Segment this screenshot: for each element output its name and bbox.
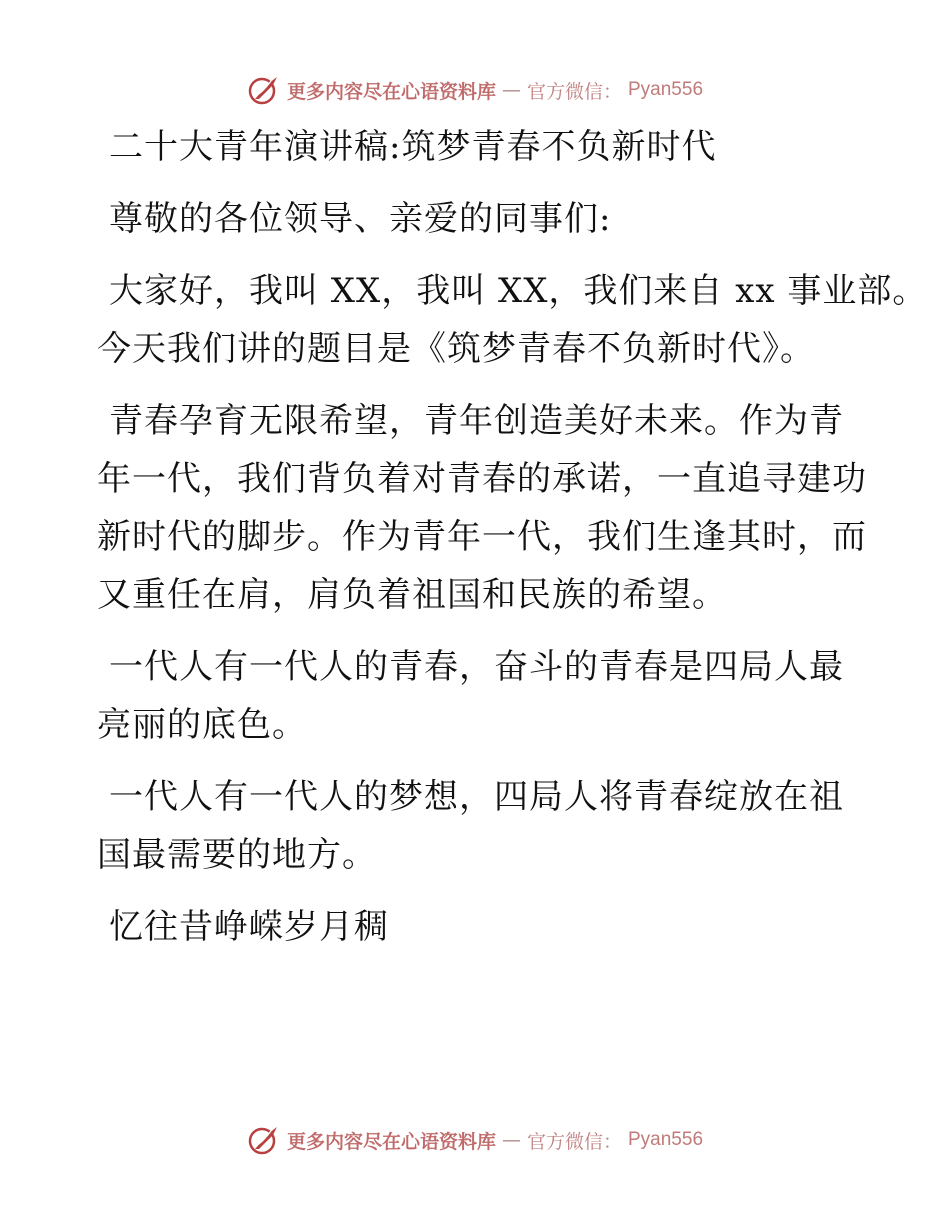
paragraph-line: 青春孕育无限希望，青年创造美好未来。作为青 bbox=[109, 401, 844, 441]
paragraph-line: 一代人有一代人的青春，奋斗的青春是四局人最 bbox=[109, 647, 844, 687]
document-title: 二十大青年演讲稿:筑梦青春不负新时代 bbox=[109, 127, 717, 167]
header-watermark bbox=[0, 70, 950, 110]
paragraph-line: 年一代，我们背负着对青春的承诺，一直追寻建功 bbox=[97, 459, 867, 499]
paragraph-line: 今天我们讲的题目是《筑梦青春不负新时代》。 bbox=[97, 329, 815, 369]
watermark-text: 更多内容尽在心语资料库 bbox=[286, 80, 496, 103]
quill-logo-icon bbox=[247, 1123, 281, 1157]
salutation: 尊敬的各位领导、亲爱的同事们: bbox=[109, 199, 612, 239]
watermark-separator: — bbox=[501, 79, 521, 101]
paragraph-line: 又重任在肩，肩负着祖国和民族的希望。 bbox=[97, 575, 727, 615]
paragraph bbox=[97, 898, 857, 956]
paragraph bbox=[97, 392, 867, 624]
watermark-label: 官方微信： bbox=[526, 1130, 622, 1153]
paragraph-line: 亮丽的底色。 bbox=[97, 705, 307, 745]
paragraph bbox=[97, 638, 857, 754]
watermark-label: 官方微信： bbox=[526, 80, 622, 103]
quill-logo-icon bbox=[247, 73, 281, 107]
watermark-separator: — bbox=[501, 1129, 521, 1151]
watermark-wechat-id: Pyan556 bbox=[628, 79, 704, 100]
paragraph-line: 大家好，我叫 XX，我叫 XX，我们来自 xx 事业部。 bbox=[109, 271, 928, 311]
paragraph-line: 国最需要的地方。 bbox=[97, 835, 377, 875]
watermark-wechat-id: Pyan556 bbox=[628, 1129, 704, 1150]
paragraph-line: 新时代的脚步。作为青年一代，我们生逢其时，而 bbox=[97, 517, 867, 557]
paragraph-line: 忆往昔峥嵘岁月稠 bbox=[109, 907, 389, 947]
document-body bbox=[97, 118, 928, 956]
watermark-text: 更多内容尽在心语资料库 bbox=[286, 1130, 496, 1153]
paragraph bbox=[97, 768, 857, 884]
paragraph-line: 一代人有一代人的梦想，四局人将青春绽放在祖 bbox=[109, 777, 844, 817]
paragraph bbox=[97, 262, 928, 378]
footer-watermark bbox=[0, 1120, 950, 1160]
